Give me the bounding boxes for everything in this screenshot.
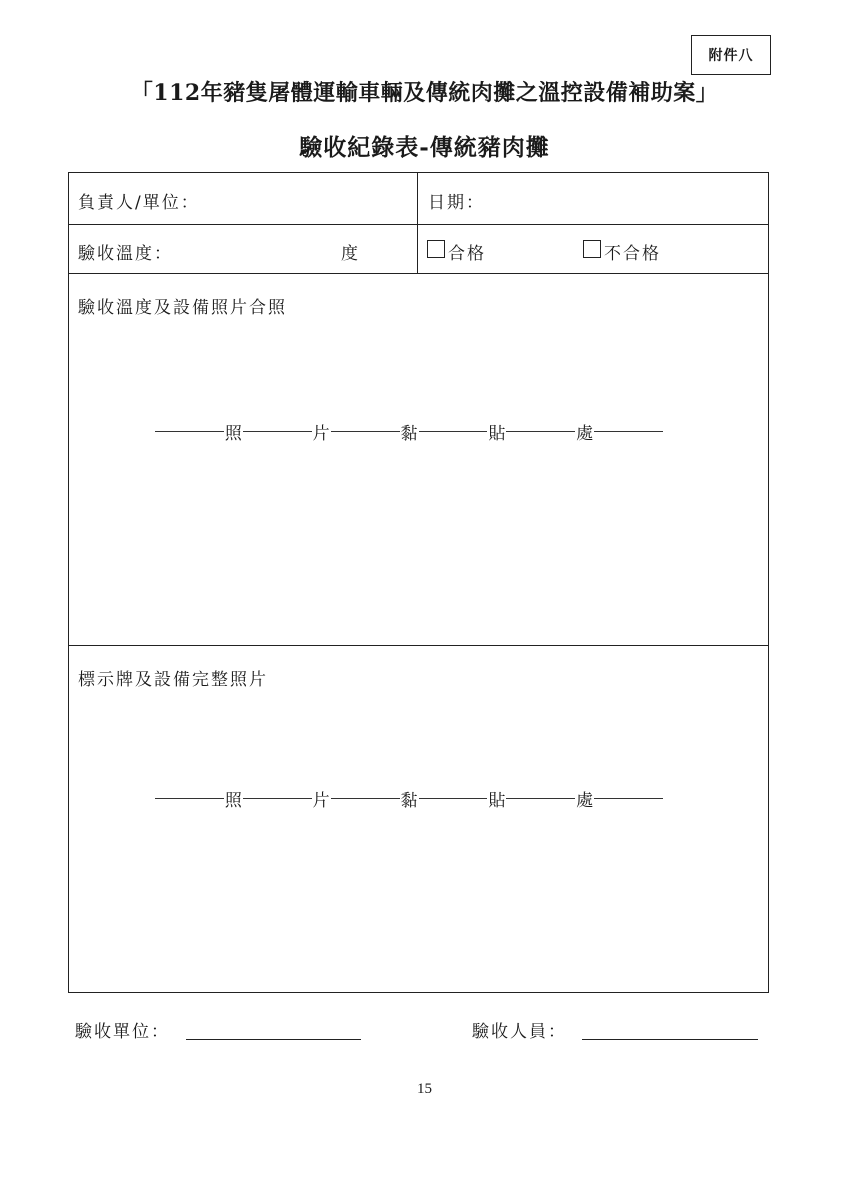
placeholder-char: 處 bbox=[576, 790, 594, 811]
dash bbox=[243, 798, 312, 799]
dash bbox=[331, 798, 400, 799]
dash bbox=[155, 798, 224, 799]
page-number: 15 bbox=[417, 1081, 432, 1097]
placeholder-char: 黏 bbox=[400, 790, 418, 811]
date-label: 日期： bbox=[428, 193, 485, 213]
placeholder-char: 片 bbox=[312, 790, 330, 811]
title-line-1: 「112年豬隻屠體運輸車輛及傳統肉攤之溫控設備補助案」 bbox=[130, 80, 719, 106]
inspector-label: 驗收人員： bbox=[472, 1022, 567, 1042]
inspector-field[interactable] bbox=[582, 1039, 758, 1040]
inspection-unit-field[interactable] bbox=[186, 1039, 361, 1040]
pass-checkbox[interactable] bbox=[427, 240, 445, 258]
placeholder-char: 照 bbox=[224, 423, 242, 444]
dash bbox=[594, 431, 663, 432]
title-line-2: 驗收紀錄表-傳統豬肉攤 bbox=[299, 134, 550, 161]
row-divider-1 bbox=[69, 224, 768, 225]
fail-checkbox[interactable] bbox=[583, 240, 601, 258]
row-divider-2 bbox=[69, 273, 768, 274]
placeholder-char: 貼 bbox=[488, 423, 506, 444]
pass-label: 合格 bbox=[448, 244, 486, 264]
photo-placeholder-2 bbox=[155, 786, 663, 810]
photo-section-1-label: 驗收溫度及設備照片合照 bbox=[78, 298, 287, 318]
dash bbox=[506, 798, 575, 799]
placeholder-char: 片 bbox=[312, 423, 330, 444]
degree-unit: 度 bbox=[341, 244, 360, 264]
responsible-unit-label: 負責人/單位： bbox=[78, 193, 200, 213]
dash bbox=[155, 431, 224, 432]
inspection-form bbox=[68, 172, 769, 993]
attachment-label: 附件八 bbox=[691, 35, 771, 75]
dash bbox=[419, 431, 488, 432]
column-divider bbox=[417, 173, 418, 273]
placeholder-char: 處 bbox=[576, 423, 594, 444]
inspection-unit-label: 驗收單位： bbox=[75, 1022, 170, 1042]
photo-section-2-label: 標示牌及設備完整照片 bbox=[78, 670, 268, 690]
dash bbox=[243, 431, 312, 432]
row-divider-3 bbox=[69, 645, 768, 646]
temperature-label: 驗收溫度： bbox=[78, 244, 173, 264]
dash bbox=[594, 798, 663, 799]
placeholder-char: 黏 bbox=[400, 423, 418, 444]
dash bbox=[331, 431, 400, 432]
photo-placeholder-1 bbox=[155, 419, 663, 443]
fail-label: 不合格 bbox=[604, 244, 661, 264]
placeholder-char: 貼 bbox=[488, 790, 506, 811]
placeholder-char: 照 bbox=[224, 790, 242, 811]
dash bbox=[419, 798, 488, 799]
dash bbox=[506, 431, 575, 432]
